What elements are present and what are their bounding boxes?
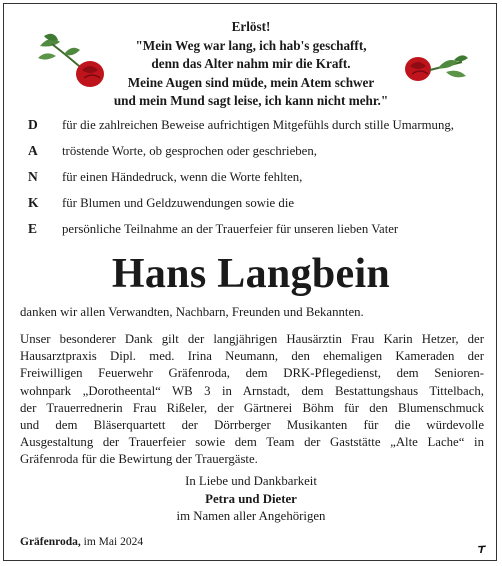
poem-line: und mein Mund sagt leise, ich kann nicht mehr." [113, 93, 389, 108]
danke-text: persönliche Teilnahme an der Trauerfeier für unseren lieben Vater [62, 221, 399, 236]
danke-letter: N [28, 169, 38, 184]
danke-text: tröstende Worte, ob gesprochen oder geschrieben, [62, 143, 317, 158]
thanks-line: danken wir allen Verwandten, Nachbarn, Freunden und Bekannten. [20, 305, 364, 319]
danke-row [26, 190, 496, 216]
paragraph-line: Gräfenroda für die Bewirtung der Trauergäste. [20, 452, 258, 467]
paragraph-line: Freiwilligen Feuerwehr Gräfenroda, dem DRK-Pflegedienst, dem Senioren- [20, 366, 484, 381]
paragraph-line: Hausarztpraxis Dipl. med. Irina Neumann, den ehemaligen Kameraden der [20, 349, 484, 364]
danke-text: für Blumen und Geldzuwendungen sowie die [62, 195, 295, 210]
poem-line: Meine Augen sind müde, mein Atem schwer [127, 74, 375, 90]
poem-line: denn das Alter nahm mir die Kraft. [151, 56, 351, 71]
paragraph-line: Ausgestaltung der Trauerfeier sowie dem Team der Gaststätte „Alte Lache“ in [20, 435, 484, 450]
danke-letter: D [28, 117, 38, 132]
danke-text: für die zahlreichen Beweise aufrichtigen Mitgefühls durch stille Umarmung, [62, 117, 454, 132]
place-town: Gräfenroda, [20, 536, 81, 548]
danke-row [26, 164, 496, 190]
deceased-name: Hans Langbein [111, 251, 391, 297]
danke-row [26, 216, 496, 242]
signatories: Petra und Dieter [205, 491, 297, 506]
poem-line: "Mein Weg war lang, ich hab's geschafft, [135, 37, 367, 53]
publisher-mark-icon [477, 544, 487, 554]
danke-row [26, 112, 496, 138]
danke-acrostic [26, 112, 496, 242]
danke-letter: K [28, 195, 39, 210]
special-thanks-paragraph [20, 331, 484, 469]
closing-line: im Namen aller Angehörigen [176, 509, 326, 523]
closing-block [0, 473, 502, 526]
closing-line: In Liebe und Dankbarkeit [185, 474, 317, 488]
place-date [20, 536, 143, 548]
paragraph-line: Unser besonderer Dank gilt der langjährigen Hausärztin Frau Karin Hetzer, der [20, 332, 484, 346]
danke-text: für einen Händedruck, wenn die Worte fehlten, [62, 169, 303, 184]
poem [0, 18, 502, 111]
paragraph-line: der Trauerrednerin Frau Rißeler, der Gärtnerei Böhm für den Blumenschmuck [20, 400, 484, 415]
danke-row [26, 138, 496, 164]
poem-line: Erlöst! [231, 19, 271, 34]
danke-letter: E [28, 221, 38, 236]
paragraph-line: und dem Bläserquartett der Dörrberger Musikanten für die würdevolle [20, 418, 484, 433]
date-text: im Mai 2024 [80, 536, 144, 548]
danke-letter: A [28, 143, 38, 158]
paragraph-line: wohnpark „Dorotheental“ WB 3 in Arnstadt, dem Bestattungshaus Tittelbach, [20, 383, 484, 398]
